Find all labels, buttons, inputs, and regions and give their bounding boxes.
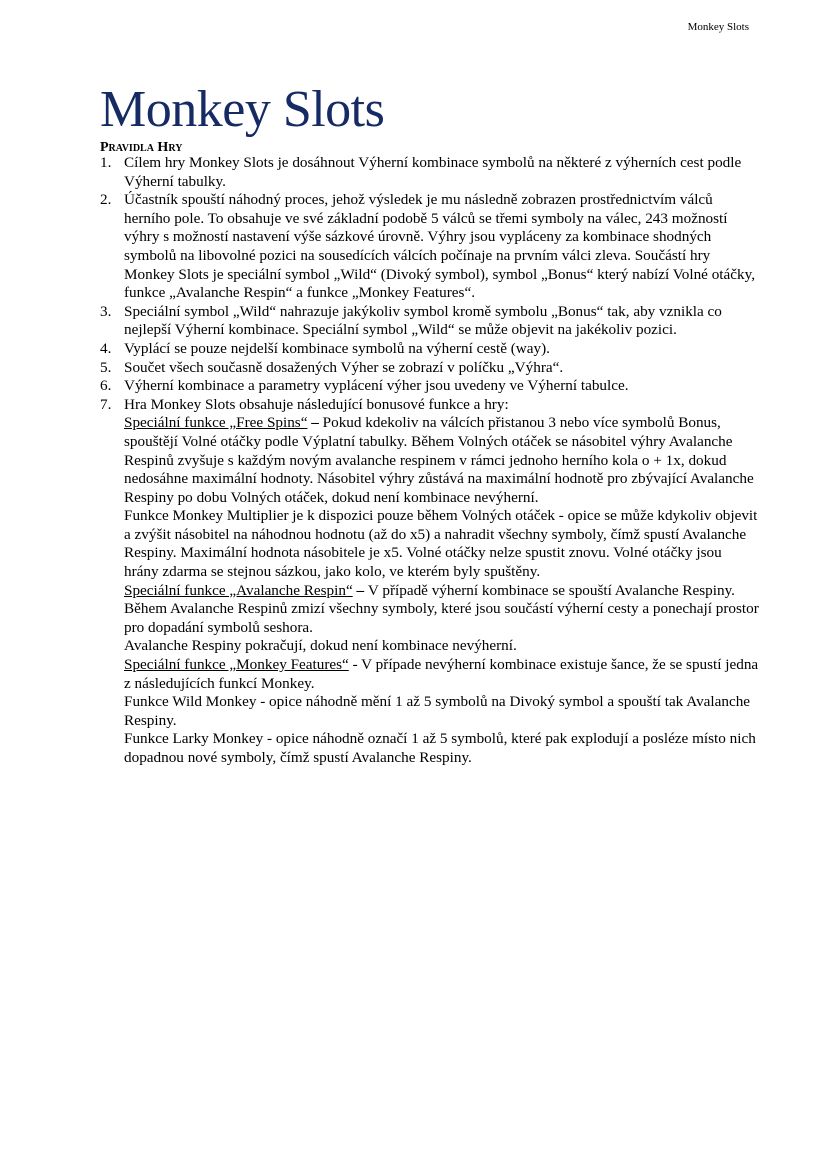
rule-number: 5.	[100, 358, 112, 376]
rule-number: 1.	[100, 154, 112, 171]
document-title: Monkey Slots	[100, 81, 385, 138]
rule-text: Hra Monkey Slots obsahuje následující bonusové funkce a hry:	[124, 395, 509, 413]
rule-number: 7.	[100, 395, 112, 413]
feature-wild-monkey: Funkce Wild Monkey - opice náhodně mění 1 až 5 symbolů na Divoký symbol a spouští tak Avalanche Respiny.	[124, 693, 751, 729]
feature-label-monkey-features: Speciální funkce „Monkey Features“	[124, 656, 349, 674]
rule-number: 4.	[100, 339, 112, 357]
rule-text: Součet všech současně dosažených Výher se zobrazí v políčku „Výhra“.	[124, 358, 564, 376]
feature-avalanche-continue: Avalanche Respiny pokračují, dokud není kombinace nevýherní.	[124, 637, 517, 655]
feature-monkey-features	[124, 656, 760, 693]
rule-text: Vyplácí se pouze nejdelší kombinace symbolů na výherní cestě (way).	[124, 339, 550, 357]
rule-number: 3.	[100, 302, 112, 320]
feature-text: V případě výherní kombinace se spouští Avalanche Respiny. Během Avalanche Respinů zmizí všechny symboly, které jsou součástí výherní cesty a ponechají prostor pro dopadání symbolů seshora.	[124, 581, 759, 636]
rule-text: Cílem hry Monkey Slots je dosáhnout Výherní kombinace symbolů na některé z výherních cest podle Výherní tabulky.	[124, 154, 742, 190]
rule-text: Speciální symbol „Wild“ nahrazuje jakýkoliv symbol kromě symbolu „Bonus“ tak, aby vznikla co nejlepší Výherní kombinace. Speciální symbol „Wild“ se může objevit na jakékoliv pozici.	[124, 302, 722, 339]
rule-number: 2.	[100, 191, 112, 209]
section-heading: Pravidla Hry	[100, 140, 183, 155]
rule-item	[100, 359, 760, 378]
rule-text: Výherní kombinace a parametry vyplácení výher jsou uvedeny ve Výherní tabulce.	[124, 377, 629, 395]
feature-free-spins	[124, 414, 760, 507]
rule-item	[100, 377, 760, 396]
rule-item	[100, 154, 760, 191]
rule-item	[100, 191, 760, 303]
feature-separator: –	[307, 414, 323, 432]
feature-separator: –	[352, 581, 368, 599]
feature-text: V případe nevýherní kombinace existuje šance, že se spustí jedna z následujících funkcí Monkey.	[124, 656, 759, 692]
feature-avalanche-respin	[124, 582, 760, 638]
rule-number: 6.	[100, 377, 112, 395]
running-header: Monkey Slots	[687, 21, 749, 33]
feature-label-free-spins: Speciální funkce „Free Spins“	[124, 414, 308, 432]
feature-monkey-multiplier: Funkce Monkey Multiplier je k dispozici pouze během Volných otáček - opice se může kdykoliv objevit a zvýšit násobitel na náhodnou hodnotu (až do x5) a nahradit všechny symboly, čímž spustí Avalanche Respiny. Maximální hodnota násobitele je x5. Volné otáčky nelze spustit znovu. Volné otáčky jsou hrány zdarma se stejnou sázkou, jako kolo, ve kterém byly spuštěny.	[124, 507, 758, 581]
rule-item	[100, 303, 760, 340]
feature-separator: -	[348, 656, 362, 674]
rule-item-bonus-features	[100, 396, 760, 768]
feature-label-avalanche-respin: Speciální funkce „Avalanche Respin“	[124, 581, 353, 599]
feature-text: Pokud kdekoliv na válcích přistanou 3 nebo více symbolů Bonus, spouštějí Volné otáčky podle Výplatní tabulky. Během Volných otáček se násobitel výhry Avalanche Respinů zvyšuje s každým novým avalanche respinem v rámci jednoho herního kola o + 1x, dokud nedosáhne maximální hodnoty. Násobitel výhry zůstává na maximální hodnotě pro zbývající Avalanche Respiny po dobu Volných otáček, dokud není kombinace nevýherní.	[124, 414, 754, 506]
feature-larky-monkey: Funkce Larky Monkey - opice náhodně označí 1 až 5 symbolů, které pak explodují a posléze místo nich dopadnou nové symboly, čímž spustí Avalanche Respiny.	[124, 730, 756, 766]
rules-list	[100, 154, 760, 768]
rule-item	[100, 340, 760, 359]
rule-text: Účastník spouští náhodný proces, jehož výsledek je mu následně zobrazen prostřednictvím válců herního pole. To obsahuje ve své základní podobě 5 válců se třemi symboly na válec, 243 možností výhry s možností nastavení výše sázkové úrovně. Výhry jsou vypláceny za kombinace shodných symbolů na libovolné pozici na sousedících válcích počínaje na prvním válci zleva. Součástí hry Monkey Slots je speciální symbol „Wild“ (Divoký symbol), symbol „Bonus“ který nabízí Volné otáčky, funkce „Avalanche Respin“ a funkce „Monkey Features“.	[124, 191, 755, 302]
